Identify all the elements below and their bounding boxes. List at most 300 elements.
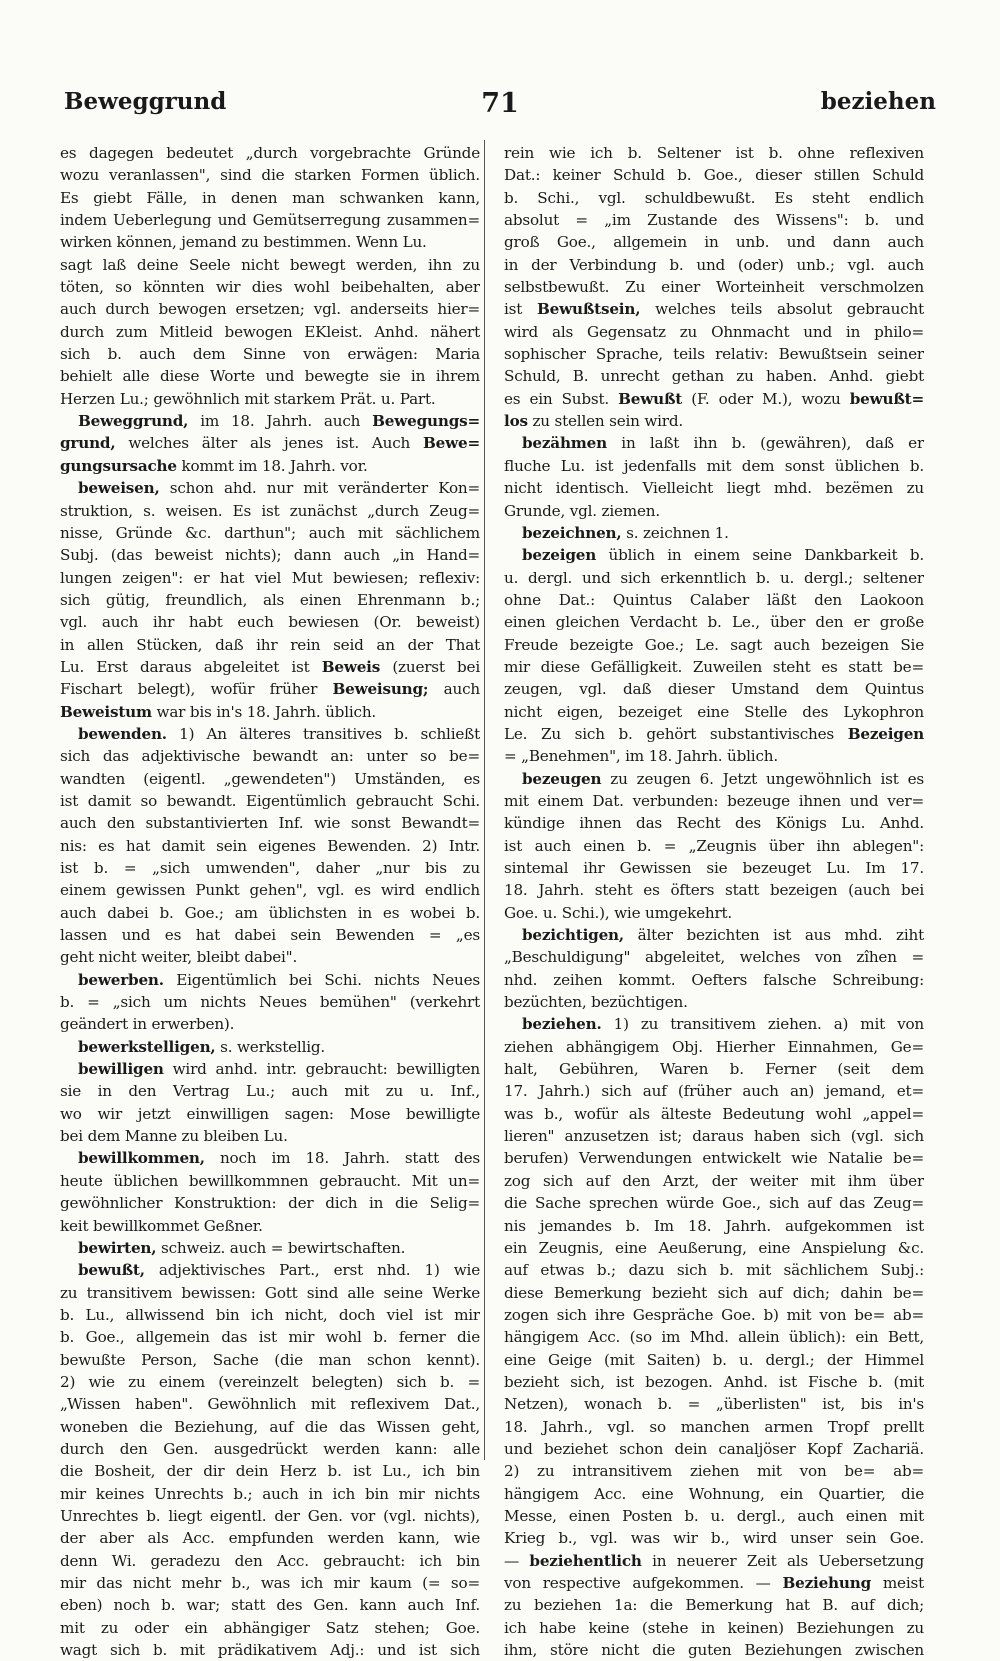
text-run: mir das nicht mehr b., was ich mir kaum (= so=: [60, 1574, 480, 1592]
text-line: [60, 857, 480, 879]
text-line: [504, 835, 924, 857]
page-number: 71: [481, 88, 519, 119]
text-run: auch dabei b. Goe.; am üblichsten in es wobei b.: [60, 903, 480, 922]
text-run: s. zeichnen 1.: [621, 523, 729, 542]
text-run: gewöhnlicher Konstruktion: der dich in die Selig=: [60, 1194, 480, 1213]
text-run: sie in den Vertrag Lu.; auch mit zu u. Inf.,: [60, 1082, 480, 1101]
text-line: [60, 812, 480, 834]
text-run: eine Geige (mit Saiten) b. u. dergl.; der Himmel: [504, 1350, 924, 1369]
text-line: [60, 455, 480, 477]
text-line: [504, 969, 924, 991]
text-line: [60, 298, 480, 320]
headword: bewillkommen,: [78, 1149, 205, 1168]
page-header: [64, 88, 936, 128]
text-run: wandten (eigentl. „gewendeten") Umständen, es: [60, 769, 480, 788]
text-line: [504, 634, 924, 656]
text-run: = „Benehmen", im 18. Jahrh. üblich.: [504, 747, 778, 766]
text-run: —: [504, 1551, 530, 1570]
text-run: geht nicht weiter, bleibt dabei".: [60, 948, 298, 967]
text-line: [504, 1349, 924, 1371]
text-run: woneben die Beziehung, auf die das Wissen geht,: [60, 1417, 480, 1436]
text-run: von respective aufgekommen. —: [504, 1574, 783, 1592]
text-run: welches teils absolut gebraucht: [640, 300, 924, 319]
text-run: nisse, Gründe &c. darthun"; auch mit sächlichem: [60, 523, 480, 542]
text-run: b. Lu., allwissend bin ich nicht, doch viel ist mir: [60, 1305, 480, 1324]
text-run: rein wie ich b. Seltener ist b. ohne reflexiven: [504, 144, 924, 162]
text-line: [60, 500, 480, 522]
text-run: hängigem Acc. eine Wohnung, ein Quartier, die: [504, 1484, 924, 1503]
text-line: [60, 790, 480, 812]
headword: Beweisung;: [332, 680, 429, 699]
text-run: älter bezichten ist aus mhd. ziht: [623, 926, 924, 945]
text-run: es ein Subst.: [504, 389, 619, 408]
text-line: [504, 1550, 924, 1572]
text-line: [60, 1282, 480, 1304]
text-run: wo wir jetzt einwilligen sagen: Mose bewilligte: [60, 1104, 480, 1123]
text-run: nis: es hat damit sein eigenes Bewenden. 2) Intr.: [60, 836, 480, 855]
text-run: in laßt ihn b. (gewähren), daß er: [606, 434, 924, 453]
text-run: sich das adjektivische bewandt an: unter so be=: [60, 747, 480, 766]
text-run: sophischer Sprache, teils relativ: Bewußtsein seiner: [504, 345, 924, 364]
text-line: [60, 768, 480, 790]
text-line: [60, 1416, 480, 1438]
text-line: [504, 1371, 924, 1393]
left-column: [60, 142, 480, 1661]
text-run: ein Zeugnis, eine Aeußerung, eine Anspielung &c.: [504, 1238, 924, 1257]
text-line: [60, 1147, 480, 1169]
text-line: [504, 1438, 924, 1460]
text-line: [60, 1170, 480, 1192]
text-line: [60, 1550, 480, 1572]
text-run: der aber als Acc. empfunden werden kann, wie: [60, 1529, 480, 1548]
text-run: hängigem Acc. (so im Mhd. allein üblich): ein Bett,: [504, 1328, 924, 1347]
text-run: struktion, s. weisen. Es ist zunächst „durch Zeug=: [60, 501, 480, 520]
text-run: im 18. Jahrh. auch: [188, 412, 373, 431]
text-line: [504, 432, 924, 454]
text-run: 18. Jahrh. steht es öfters statt bezeigen (auch bei: [504, 881, 924, 900]
text-line: [60, 209, 480, 231]
text-run: einen gleichen Verdacht b. Le., über den er große: [504, 613, 924, 632]
text-run: „Beschuldigung" abgeleitet, welches von zîhen =: [504, 948, 924, 967]
text-run: zogen sich ihre Gespräche Goe. b) mit von be= ab=: [504, 1305, 924, 1324]
text-line: [504, 1080, 924, 1102]
text-line: [60, 902, 480, 924]
text-run: wird anhd. intr. gebraucht: bewilligten: [163, 1060, 480, 1079]
text-run: wirken können, jemand zu bestimmen. Wenn Lu.: [60, 233, 427, 252]
headword: bezeichnen,: [522, 523, 622, 542]
text-line: [60, 343, 480, 365]
text-line: [60, 611, 480, 633]
text-run: absolut = „im Zustande des Wissens": b. und: [504, 211, 924, 230]
text-run: durch den Gen. ausgedrückt werden kann: alle: [60, 1439, 480, 1458]
text-run: was b., wofür als älteste Bedeutung wohl „appel=: [504, 1104, 924, 1123]
text-line: [504, 589, 924, 611]
text-line: [504, 745, 924, 767]
text-line: [60, 879, 480, 901]
text-line: [60, 477, 480, 499]
text-run: ist damit so bewandt. Eigentümlich gebraucht Schi.: [60, 791, 480, 810]
text-run: Schuld, B. unrecht gethan zu haben. Anhd. giebt: [504, 367, 924, 386]
headword: bewilligen: [78, 1060, 164, 1079]
headword: bewerben.: [78, 970, 164, 989]
text-run: sich gütig, freundlich, als einen Ehrenmann b.;: [60, 590, 480, 609]
text-run: (zuerst bei: [380, 657, 480, 676]
text-line: [504, 879, 924, 901]
text-run: einem gewissen Punkt gehen", vgl. es wird endlich: [60, 881, 480, 900]
text-line: [504, 1304, 924, 1326]
text-line: [504, 1460, 924, 1482]
text-run: Messe, einen Posten b. u. dergl., auch einen mit: [504, 1506, 924, 1525]
text-line: [60, 567, 480, 589]
text-run: Dat.: keiner Schuld b. Goe., dieser stillen Schuld: [504, 166, 924, 185]
text-run: wagt sich b. mit prädikativem Adj.: und ist sich: [60, 1641, 480, 1660]
text-line: [504, 991, 924, 1013]
text-line: [60, 1371, 480, 1393]
text-line: [60, 969, 480, 991]
text-run: zu stellen sein wird.: [527, 412, 684, 431]
text-line: [60, 254, 480, 276]
text-line: [504, 946, 924, 968]
text-line: [504, 567, 924, 589]
text-line: [60, 1237, 480, 1259]
text-run: war bis in's 18. Jahrh. üblich.: [151, 702, 377, 721]
text-run: 2) wie zu einem (vereinzelt belegten) sich b. =: [60, 1372, 480, 1391]
headword: beziehen.: [522, 1015, 602, 1034]
text-line: [504, 1147, 924, 1169]
text-line: [60, 1527, 480, 1549]
text-run: welches älter als jenes ist. Auch: [115, 434, 424, 453]
text-run: groß Goe., allgemein in unb. und dann auch: [504, 233, 924, 252]
text-line: [60, 1013, 480, 1035]
text-line: [504, 1259, 924, 1281]
text-run: fluche Lu. ist jedenfalls mit dem sonst üblichen b.: [504, 456, 924, 475]
text-run: Herzen Lu.; gewöhnlich mit starkem Prät. u. Part.: [60, 389, 436, 408]
text-run: mir keines Unrechts b.; auch in ich bin mir nichts: [60, 1484, 480, 1503]
text-run: adjektivisches Part., erst nhd. 1) wie: [144, 1261, 480, 1280]
text-run: ich habe keine (stehe in keinen) Beziehungen zu: [504, 1618, 924, 1637]
text-run: bezieht sich, ist bezogen. Anhd. ist Fische b. (mit: [504, 1372, 924, 1391]
text-line: [504, 1416, 924, 1438]
text-run: lieren" anzusetzen ist; daraus haben sich (vgl. sich: [504, 1127, 924, 1146]
text-run: auch den substantivierten Inf. wie sonst Bewandt=: [60, 814, 480, 833]
text-line: [60, 1103, 480, 1125]
text-run: ist b. = „sich umwenden", daher „nur bis zu: [60, 859, 480, 877]
headword: beweisen,: [78, 479, 160, 498]
text-run: zog sich auf den Arzt, der weiter mit ihm über: [504, 1171, 924, 1190]
text-run: wozu veranlassen", sind die starken Formen üblich.: [60, 166, 480, 185]
text-line: [504, 365, 924, 387]
text-line: [504, 254, 924, 276]
text-run: auch durch bewogen ersetzen; vgl. anderseits hier=: [60, 300, 480, 319]
headword: gungsursache: [60, 456, 177, 475]
text-line: [504, 1170, 924, 1192]
text-run: in neuerer Zeit als Uebersetzung: [641, 1551, 924, 1570]
text-line: [60, 701, 480, 723]
text-run: ist: [504, 300, 538, 319]
text-run: s. werkstellig.: [215, 1037, 326, 1056]
text-line: [60, 1505, 480, 1527]
text-line: [504, 1282, 924, 1304]
text-line: [504, 1572, 924, 1594]
headword: beziehentlich: [529, 1551, 642, 1570]
text-run: nhd. zeihen kommt. Oefters falsche Schreibung:: [504, 970, 924, 989]
text-line: [504, 1215, 924, 1237]
text-run: bewußte Person, Sache (die man schon kennt).: [60, 1350, 480, 1369]
text-run: Es giebt Fälle, in denen man schwanken kann,: [60, 188, 480, 207]
text-line: [60, 231, 480, 253]
text-line: [60, 723, 480, 745]
headword: bezähmen: [522, 434, 607, 453]
text-run: lungen zeigen": er hat viel Mut bewiesen; reflexiv:: [60, 568, 480, 587]
text-line: [504, 500, 924, 522]
text-line: [504, 1393, 924, 1415]
text-run: es dagegen bedeutet „durch vorgebrachte Gründe: [60, 144, 480, 162]
text-run: ziehen abhängigem Obj. Hierher Einnahmen, Ge=: [504, 1037, 924, 1056]
text-run: mit zu oder ein abhängiger Satz stehen; Goe.: [60, 1618, 480, 1637]
headword: Bewegungs=: [372, 412, 480, 431]
text-run: ist auch einen b. = „Zeugnis über ihn ablegen":: [504, 836, 924, 855]
text-run: lassen und es hat dabei sein Bewenden = „es: [60, 926, 480, 945]
text-line: [60, 1438, 480, 1460]
text-line: [504, 522, 924, 544]
text-line: [504, 321, 924, 343]
text-line: [60, 1594, 480, 1616]
text-run: Netzen), wonach b. = „überlisten" ist, bis in's: [504, 1395, 924, 1414]
right-column: [504, 142, 924, 1661]
text-run: durch zum Mitleid bewogen EKleist. Anhd. nähert: [60, 322, 480, 341]
text-line: [60, 544, 480, 566]
text-line: [60, 187, 480, 209]
text-line: [504, 1036, 924, 1058]
text-run: eben) noch b. war; statt des Gen. kann auch Inf.: [60, 1596, 480, 1615]
text-run: kommt im 18. Jahrh. vor.: [176, 456, 368, 475]
text-line: [504, 678, 924, 700]
text-line: [504, 768, 924, 790]
text-line: [60, 1639, 480, 1661]
text-line: [504, 142, 924, 164]
text-line: [60, 1349, 480, 1371]
text-run: und beziehet schon dein canaljöser Kopf Zachariä.: [504, 1439, 924, 1458]
text-line: [504, 343, 924, 365]
text-line: [504, 544, 924, 566]
text-run: Fischart belegt), wofür früher: [60, 680, 333, 699]
text-run: nis jemandes b. Im 18. Jahrh. aufgekommen ist: [504, 1216, 924, 1235]
text-line: [60, 1125, 480, 1147]
text-run: sich b. auch dem Sinne von erwägen: Maria: [60, 345, 480, 364]
text-line: [504, 723, 924, 745]
text-line: [60, 410, 480, 432]
text-run: ohne Dat.: Quintus Calaber läßt den Laokoon: [504, 590, 924, 609]
text-run: halt, Gebühren, Waren b. Ferner (seit dem: [504, 1060, 924, 1079]
text-line: [60, 1259, 480, 1281]
text-run: mir diese Gefälligkeit. Zuweilen steht es statt be=: [504, 657, 924, 676]
text-run: schweiz. auch = bewirtschaften.: [156, 1238, 406, 1257]
text-line: [504, 1326, 924, 1348]
headword: bewerkstelligen,: [78, 1037, 216, 1056]
text-line: [60, 745, 480, 767]
headword: Beweistum: [60, 702, 152, 721]
text-run: geändert in erwerben).: [60, 1015, 235, 1034]
text-run: b. Goe., allgemein das ist mir wohl b. ferner die: [60, 1328, 480, 1347]
text-line: [60, 142, 480, 164]
text-line: [60, 276, 480, 298]
text-run: diese Bemerkung bezieht sich auf dich; dahin be=: [504, 1283, 924, 1302]
text-run: in allen Stücken, daß ihr rein seid an der That: [60, 635, 480, 654]
text-line: [504, 1594, 924, 1616]
text-line: [60, 1393, 480, 1415]
text-run: selbstbewußt. Zu einer Worteinheit verschmolzen: [504, 278, 924, 297]
text-line: [504, 1505, 924, 1527]
text-line: [60, 1617, 480, 1639]
text-run: 18. Jahrh., vgl. so manchen armen Tropf prellt: [504, 1417, 924, 1436]
headword: bezichtigen,: [522, 926, 624, 945]
text-line: [60, 321, 480, 343]
text-line: [504, 790, 924, 812]
text-run: vgl. auch ihr habt euch bewiesen (Or. beweist): [60, 613, 480, 632]
text-line: [60, 924, 480, 946]
text-run: Freude bezeigte Goe.; Le. sagt auch bezeigen Sie: [504, 635, 924, 654]
text-run: bei dem Manne zu bleiben Lu.: [60, 1127, 288, 1146]
text-run: 17. Jahrh.) sich auf (früher auch an) jemand, et=: [504, 1082, 924, 1101]
text-run: Goe. u. Schi.), wie umgekehrt.: [504, 903, 733, 922]
headword: bewußt=: [849, 389, 924, 408]
text-line: [504, 812, 924, 834]
text-run: sagt laß deine Seele nicht bewegt werden, ihn zu: [60, 255, 480, 274]
text-run: 2) zu intransitivem ziehen mit von be= ab=: [504, 1462, 924, 1481]
text-line: [504, 455, 924, 477]
text-line: [60, 1572, 480, 1594]
text-run: mit einem Dat. verbunden: bezeuge ihnen und ver=: [504, 791, 924, 810]
running-head-right: beziehen: [820, 88, 936, 115]
text-run: b. Schi., vgl. schuldbewußt. Es steht endlich: [504, 188, 924, 207]
text-run: heute üblichen bewillkommnen gebraucht. Mit un=: [60, 1171, 480, 1190]
headword: bezeugen: [522, 769, 602, 788]
column-divider: [484, 140, 485, 1460]
text-run: üblich in einem seine Dankbarkeit b.: [596, 546, 924, 565]
text-line: [504, 388, 924, 410]
text-line: [504, 1103, 924, 1125]
text-run: auf etwas b.; dazu sich b. mit sächlichem Subj.:: [504, 1261, 924, 1280]
headword: los: [504, 412, 528, 431]
text-line: [504, 1058, 924, 1080]
text-line: [60, 589, 480, 611]
text-line: [60, 164, 480, 186]
text-run: bezüchten, bezüchtigen.: [504, 993, 688, 1012]
text-run: zu zeugen 6. Jetzt ungewöhnlich ist es: [601, 769, 924, 788]
text-line: [60, 1460, 480, 1482]
text-run: ihm, störe nicht die guten Beziehungen zwischen: [504, 1641, 924, 1660]
text-run: 1) zu transitivem ziehen. a) mit von: [601, 1015, 924, 1034]
text-run: die Sache sprechen würde Goe., sich auf das Zeug=: [504, 1194, 924, 1213]
text-run: berufen) Verwendungen entwickelt wie Natalie be=: [504, 1149, 924, 1168]
text-line: [60, 1080, 480, 1102]
text-line: [60, 1058, 480, 1080]
text-line: [504, 1013, 924, 1035]
text-run: wird als Gegensatz zu Ohnmacht und in philo=: [504, 322, 924, 341]
text-line: [60, 835, 480, 857]
text-line: [504, 298, 924, 320]
text-line: [60, 678, 480, 700]
text-run: nicht identisch. Vielleicht liegt mhd. bezëmen zu: [504, 479, 924, 498]
text-line: [504, 1125, 924, 1147]
text-line: [60, 946, 480, 968]
text-run: auch: [428, 680, 480, 699]
text-line: [504, 1639, 924, 1661]
text-run: 1) An älteres transitives b. schließt: [166, 724, 480, 743]
text-line: [504, 902, 924, 924]
text-run: zu beziehen 1a: die Bemerkung hat B. auf dich;: [504, 1596, 924, 1615]
headword: Beziehung: [782, 1574, 872, 1592]
text-line: [504, 1237, 924, 1259]
headword: bewenden.: [78, 724, 167, 743]
headword: Beweis: [321, 657, 381, 676]
text-line: [504, 1527, 924, 1549]
text-line: [60, 388, 480, 410]
text-line: [60, 365, 480, 387]
text-line: [504, 209, 924, 231]
text-line: [60, 522, 480, 544]
text-run: noch im 18. Jahrh. statt des: [204, 1149, 480, 1168]
text-line: [60, 1215, 480, 1237]
text-run: Subj. (das beweist nichts); dann auch „in Hand=: [60, 546, 480, 565]
text-run: töten, so könnten wir dies wohl beibehalten, aber: [60, 278, 480, 297]
text-run: zu transitivem bewissen: Gott sind alle seine Werke: [60, 1283, 480, 1302]
text-run: „Wissen haben". Gewöhnlich mit reflexivem Dat.,: [60, 1395, 480, 1414]
text-run: Lu. Erst daraus abgeleitet ist: [60, 657, 322, 676]
headword: Bewe=: [423, 434, 480, 453]
headword: Bewußt: [618, 389, 683, 408]
text-line: [60, 1036, 480, 1058]
text-run: kündige ihnen das Recht des Königs Lu. Anhd.: [504, 814, 924, 833]
running-head-left: Beweggrund: [64, 88, 227, 115]
headword: bewirten,: [78, 1238, 157, 1257]
text-line: [504, 1192, 924, 1214]
text-run: sintemal ihr Gewissen sie bezeuget Lu. Im 17.: [504, 859, 924, 877]
text-run: zeugen, vgl. daß dieser Umstand dem Quintus: [504, 680, 924, 699]
headword: Beweggrund,: [78, 412, 189, 431]
text-line: [504, 1483, 924, 1505]
text-run: behielt alle diese Worte und bewegte sie in ihrem: [60, 367, 480, 386]
text-line: [60, 1192, 480, 1214]
headword: bezeigen: [522, 546, 597, 565]
text-line: [504, 656, 924, 678]
text-line: [504, 857, 924, 879]
text-run: b. = „sich um nichts Neues bemühen" (verkehrt: [60, 993, 480, 1012]
text-run: Grunde, vgl. ziemen.: [504, 501, 660, 520]
text-line: [60, 634, 480, 656]
text-run: schon ahd. nur mit veränderter Kon=: [159, 479, 480, 498]
headword: Bezeigen: [847, 724, 924, 743]
text-run: meist: [871, 1574, 924, 1592]
text-run: Le. Zu sich b. gehört substantivisches: [504, 724, 848, 743]
text-line: [504, 276, 924, 298]
text-run: indem Ueberlegung und Gemütserregung zusammen=: [60, 211, 480, 230]
text-run: Eigentümlich bei Schi. nichts Neues: [163, 970, 480, 989]
text-run: u. dergl. und sich erkenntlich b. u. dergl.; seltener: [504, 568, 924, 587]
text-line: [504, 410, 924, 432]
text-line: [504, 477, 924, 499]
text-run: Unrechtes b. liegt eigentl. der Gen. vor (vgl. nichts),: [60, 1506, 480, 1525]
text-line: [60, 1483, 480, 1505]
text-line: [504, 924, 924, 946]
text-line: [504, 187, 924, 209]
text-line: [504, 611, 924, 633]
text-line: [504, 1617, 924, 1639]
text-run: die Bosheit, der dir dein Herz b. ist Lu., ich bin: [60, 1462, 480, 1481]
text-run: keit bewillkommet Geßner.: [60, 1216, 263, 1235]
text-line: [504, 701, 924, 723]
text-run: in der Verbindung b. und (oder) unb.; vgl. auch: [504, 255, 924, 274]
